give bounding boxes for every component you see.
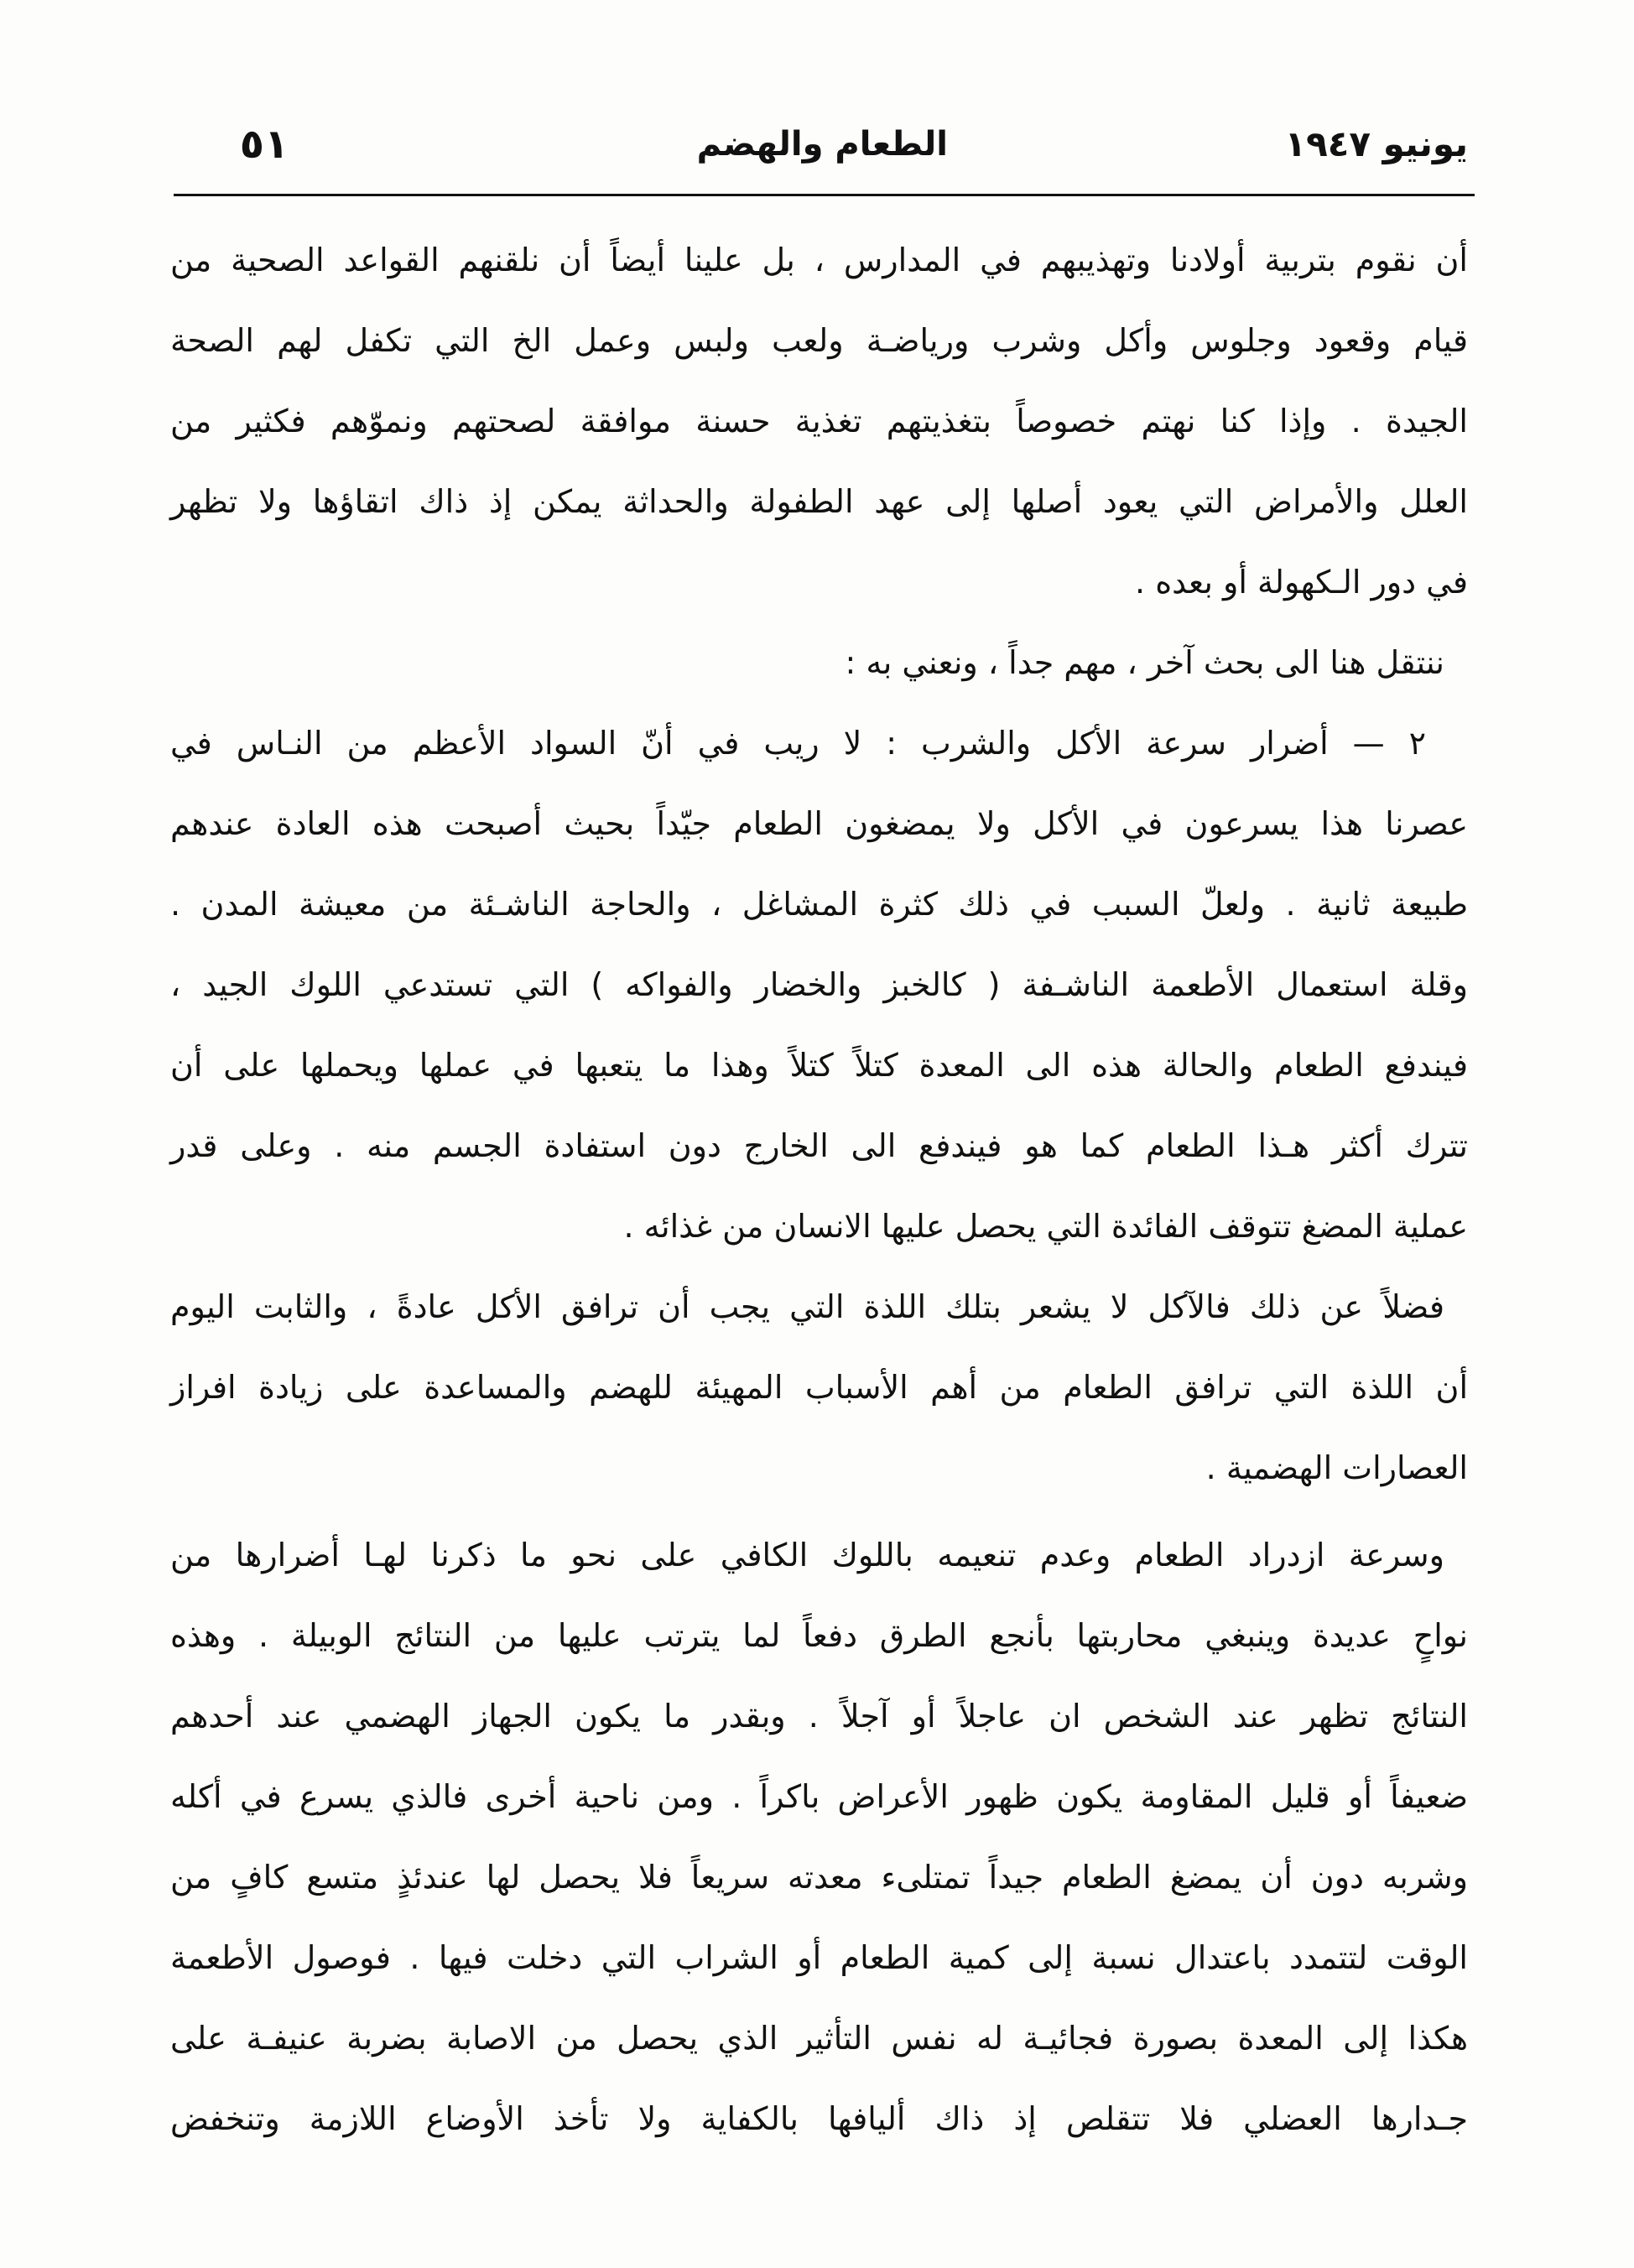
text-line: أن نقوم بتربية أولادنا وتهذيبهم في المدارس ، بل علينا أيضاً أن نلقنهم القواعد الصحية من xyxy=(170,242,1468,278)
text-line: هكذا إلى المعدة بصورة فجائيـة له نفس التأثير الذي يحصل من الاصابة بضربة عنيفـة على xyxy=(170,2020,1468,2057)
text-line: نواحٍ عديدة وينبغي محاربتها بأنجع الطرق دفعاً لما يترتب عليها من النتائج الوبيلة . وهذه xyxy=(170,1617,1468,1654)
header-date: يونيو ١٩٤٧ xyxy=(1284,123,1468,164)
text-line: الجيدة . وإذا كنا نهتم خصوصاً بتغذيتهم تغذية حسنة موافقة لصحتهم ونموّهم فكثير من xyxy=(170,403,1468,440)
text-line: وشربه دون أن يمضغ الطعام جيداً تمتلىء معدته سريعاً فلا يحصل لها عندئذٍ متسع كافٍ من xyxy=(170,1859,1468,1896)
text-line: طبيعة ثانية . ولعلّ السبب في ذلك كثرة المشاغل ، والحاجة الناشـئة من معيشة المدن . xyxy=(170,886,1468,923)
text-line: عملية المضغ تتوقف الفائدة التي يحصل عليها الانسان من غذائه . xyxy=(623,1208,1468,1245)
paragraph xyxy=(170,1515,1468,2159)
text-line: عصرنا هذا يسرعون في الأكل ولا يمضغون الطعام جيّداً بحيث أصبحت هذه العادة عندهم xyxy=(170,805,1468,842)
text-line: فضلاً عن ذلك فالآكل لا يشعر بتلك اللذة التي يجب أن ترافق الأكل عادةً ، والثابت اليوم xyxy=(170,1288,1444,1325)
text-line: ضعيفاً أو قليل المقاومة يكون ظهور الأعراض باكراً . ومن ناحية أخرى فالذي يسرع في أكله xyxy=(170,1778,1468,1815)
text-line: وقلة استعمال الأطعمة الناشـفة ( كالخبز والخضار والفواكه ) التي تستدعي اللوك الجيد ، xyxy=(170,966,1468,1003)
text-line: النتائج تظهر عند الشخص ان عاجلاً أو آجلاً . وبقدر ما يكون الجهاز الهضمي عند أحدهم xyxy=(170,1698,1468,1735)
text-line: ٢ — أضرار سرعة الأكل والشرب : لا ريب في أنّ السواد الأعظم من النـاس في xyxy=(170,725,1426,762)
text-line: ننتقل هنا الى بحث آخر ، مهم جداً ، ونعني به : xyxy=(845,644,1444,681)
header-rule xyxy=(174,194,1475,196)
body-text xyxy=(170,220,1468,2159)
text-line: الوقت لتتمدد باعتدال نسبة إلى كمية الطعام أو الشراب التي دخلت فيها . فوصول الأطعمة xyxy=(170,1939,1468,1976)
text-line: العصارات الهضمية . xyxy=(1205,1449,1468,1486)
text-line: جـدارها العضلي فلا تتقلص إذ ذاك أليافها بالكفاية ولا تأخذ الأوضاع اللازمة وتنخفض xyxy=(170,2100,1468,2137)
text-line: في دور الـكهولة أو بعده . xyxy=(1135,564,1468,601)
running-title: الطعام والهضم xyxy=(696,125,948,164)
page-number: ٥١ xyxy=(239,121,289,168)
text-line: تترك أكثر هـذا الطعام كما هو فيندفع الى الخارج دون استفادة الجسم منه . وعلى قدر xyxy=(170,1127,1468,1164)
text-line: العلل والأمراض التي يعود أصلها إلى عهد الطفولة والحداثة يمكن إذ ذاك اتقاؤها ولا تظهر xyxy=(170,483,1468,520)
paragraph xyxy=(170,220,1468,622)
paragraph xyxy=(170,622,1468,703)
text-line: أن اللذة التي ترافق الطعام من أهم الأسباب المهيئة للهضم والمساعدة على زيادة افراز xyxy=(170,1369,1468,1406)
paragraph xyxy=(170,1267,1468,1508)
text-line: قيام وقعود وجلوس وأكل وشرب ورياضـة ولعب ولبس وعمل الخ التي تكفل لهم الصحة xyxy=(170,322,1468,359)
text-line: وسرعة ازدراد الطعام وعدم تنعيمه باللوك الكافي على نحو ما ذكرنا لهـا أضرارها من xyxy=(170,1537,1444,1574)
paragraph xyxy=(170,703,1468,1267)
text-line: فيندفع الطعام والحالة هذه الى المعدة كتلاً كتلاً وهذا ما يتعبها في عملها ويحملها على أن xyxy=(170,1047,1468,1084)
